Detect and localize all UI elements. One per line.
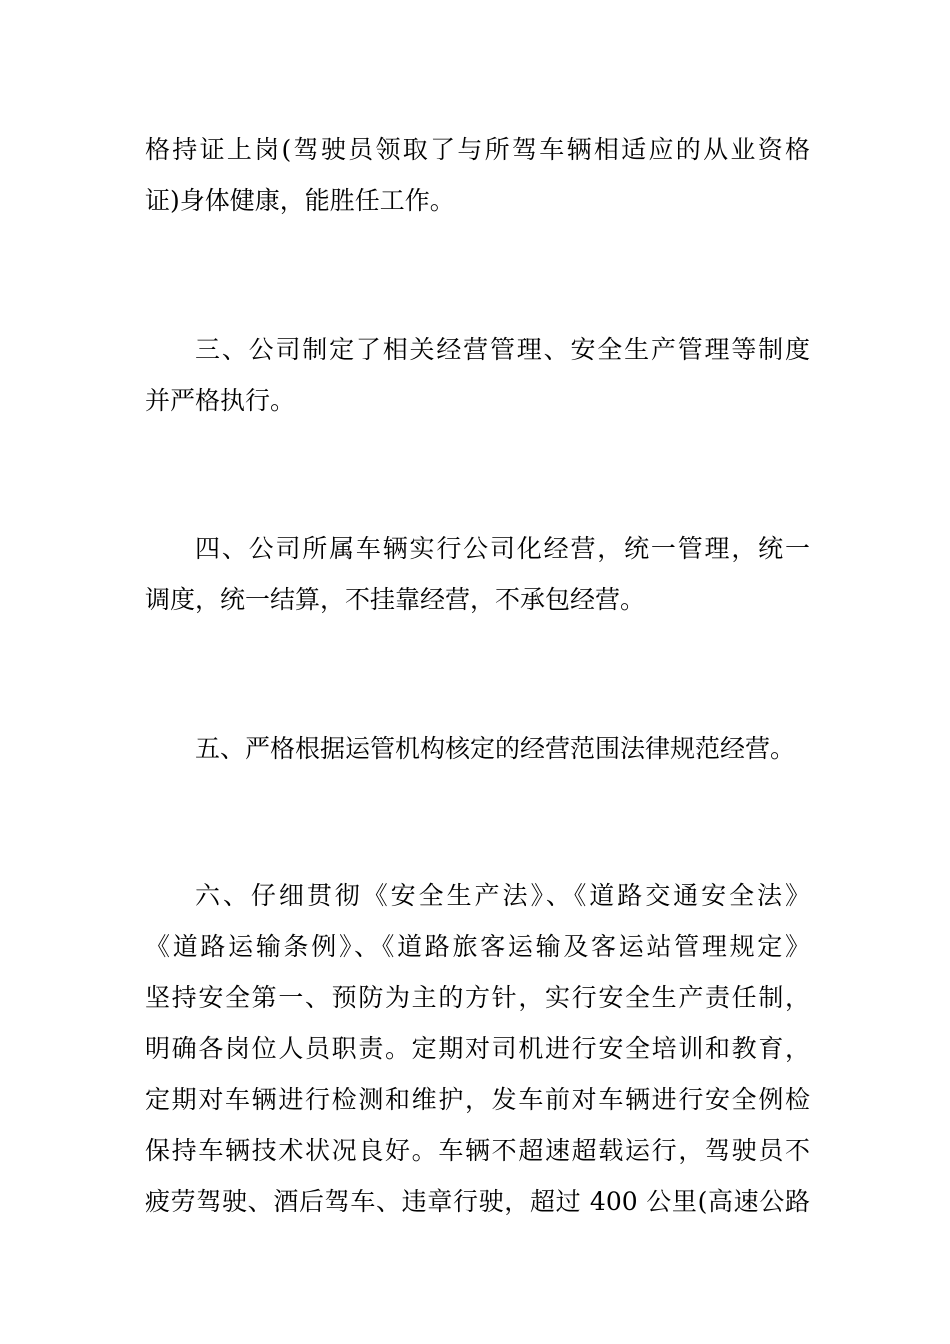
text-line: 格持证上岗(驾驶员领取了与所驾车辆相适应的从业资格 bbox=[145, 135, 810, 164]
text-line: 四、公司所属车辆实行公司化经营，统一管理，统一 bbox=[195, 534, 810, 563]
text-line: 并严格执行。 bbox=[145, 386, 296, 415]
text-line: 证)身体健康，能胜任工作。 bbox=[145, 186, 455, 215]
paragraph-item-5 bbox=[145, 723, 810, 774]
text-line: 坚持安全第一、预防为主的方针，实行安全生产责任制， bbox=[145, 983, 810, 1012]
text-line: 三、公司制定了相关经营管理、安全生产管理等制度 bbox=[195, 335, 810, 364]
text-line: 调度，统一结算，不挂靠经营，不承包经营。 bbox=[145, 585, 646, 614]
text-line: 五、严格根据运管机构核定的经营范围法律规范经营。 bbox=[195, 734, 796, 763]
paragraph-item-4 bbox=[145, 523, 810, 625]
text-line: 六、仔细贯彻《安全生产法》、《道路交通安全法》 bbox=[195, 881, 810, 910]
text-line: 明确各岗位人员职责。定期对司机进行安全培训和教育， bbox=[145, 1034, 810, 1063]
text-line: 保持车辆技术状况良好。车辆不超速超载运行，驾驶员不 bbox=[145, 1136, 810, 1165]
text-line: 定期对车辆进行检测和维护，发车前对车辆进行安全例检 bbox=[145, 1085, 810, 1114]
paragraph-item-3 bbox=[145, 324, 810, 426]
paragraph-qualification bbox=[145, 124, 810, 226]
paragraph-item-6 bbox=[145, 870, 810, 1227]
text-line: 《道路运输条例》、《道路旅客运输及客运站管理规定》 bbox=[145, 932, 810, 961]
text-line: 疲劳驾驶、酒后驾车、违章行驶，超过 400 公里(高速公路 bbox=[145, 1187, 810, 1216]
